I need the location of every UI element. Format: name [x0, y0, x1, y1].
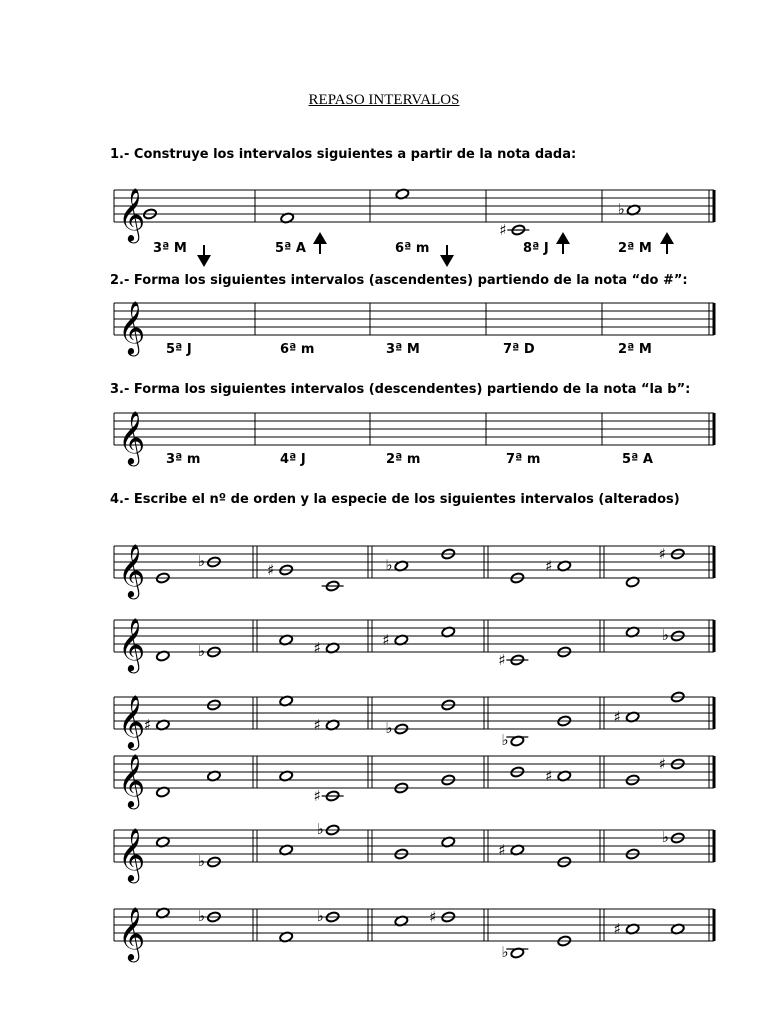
- ex2-interval-label: 5ª J: [166, 342, 192, 357]
- sharp-icon: ♯: [658, 545, 667, 563]
- flat-icon: ♭: [501, 731, 509, 749]
- treble-clef-icon: 𝄞: [118, 906, 146, 960]
- sharp-icon: ♯: [267, 561, 275, 579]
- sharp-icon: ♯: [613, 920, 621, 938]
- sharp-icon: ♯: [545, 767, 553, 785]
- treble-clef-icon: 𝄞: [118, 187, 146, 241]
- ex3-interval-label: 7ª m: [506, 452, 541, 467]
- ex1-interval-label: 6ª m: [395, 241, 430, 256]
- exercise-2-instruction: 2.- Forma los siguientes intervalos (ascendentes) partiendo de la nota “do #”:: [110, 273, 688, 288]
- sharp-icon: ♯: [313, 787, 321, 805]
- arrow-up-icon: [660, 232, 674, 244]
- treble-clef-icon: 𝄞: [118, 617, 146, 671]
- ex2-interval-label: 3ª M: [386, 342, 420, 357]
- flat-icon: ♭: [661, 828, 669, 846]
- treble-clef-icon: 𝄞: [118, 694, 146, 748]
- sharp-icon: ♯: [498, 651, 506, 669]
- flat-icon: ♭: [501, 943, 509, 961]
- sharp-icon: ♯: [613, 708, 621, 726]
- flat-icon: ♭: [197, 552, 206, 570]
- sharp-icon: ♯: [498, 841, 506, 859]
- arrow-down-icon: [440, 255, 454, 267]
- sharp-icon: ♯: [143, 716, 152, 734]
- arrow-up-icon: [556, 232, 570, 244]
- ex3-interval-label: 4ª J: [280, 452, 306, 467]
- sharp-icon: ♯: [499, 221, 507, 239]
- sharp-icon: ♯: [313, 639, 321, 657]
- ex3-interval-label: 2ª m: [386, 452, 421, 467]
- sharp-icon: ♯: [429, 908, 437, 926]
- ex2-interval-label: 2ª M: [618, 342, 652, 357]
- ex2-interval-label: 6ª m: [280, 342, 315, 357]
- treble-clef-icon: 𝄞: [118, 543, 146, 597]
- flat-icon: ♭: [617, 200, 625, 218]
- flat-icon: ♭: [316, 907, 324, 925]
- page-title: REPASO INTERVALOS: [308, 92, 460, 108]
- sharp-icon: ♯: [313, 716, 321, 734]
- exercise-1-instruction: 1.- Construye los intervalos siguientes a partir de la nota dada:: [110, 147, 577, 162]
- ex2-interval-label: 7ª D: [503, 342, 535, 357]
- arrow-down-icon: [197, 255, 211, 267]
- flat-icon: ♭: [385, 556, 393, 574]
- ex3-interval-label: 5ª A: [622, 452, 653, 467]
- treble-clef-icon: 𝄞: [118, 753, 146, 807]
- ex3-interval-label: 3ª m: [166, 452, 201, 467]
- flat-icon: ♭: [316, 820, 324, 838]
- flat-icon: ♭: [661, 626, 669, 644]
- exercise-3-instruction: 3.- Forma los siguientes intervalos (descendentes) partiendo de la nota “la b”:: [110, 382, 691, 397]
- flat-icon: ♭: [197, 907, 206, 925]
- flat-icon: ♭: [385, 719, 393, 737]
- ex1-interval-label: 5ª A: [275, 241, 306, 256]
- treble-clef-icon: 𝄞: [118, 300, 146, 354]
- sharp-icon: ♯: [382, 631, 390, 649]
- ex1-interval-label: 2ª M: [618, 241, 652, 256]
- treble-clef-icon: 𝄞: [118, 827, 146, 881]
- sharp-icon: ♯: [545, 557, 553, 575]
- arrow-up-icon: [313, 232, 327, 244]
- flat-icon: ♭: [197, 642, 206, 660]
- ex1-interval-label: 3ª M: [153, 241, 187, 256]
- flat-icon: ♭: [197, 852, 206, 870]
- sharp-icon: ♯: [658, 755, 667, 773]
- exercise-4-instruction: 4.- Escribe el nº de orden y la especie de los siguientes intervalos (alterados): [110, 492, 680, 507]
- treble-clef-icon: 𝄞: [118, 410, 146, 464]
- ex1-interval-label: 8ª J: [523, 241, 549, 256]
